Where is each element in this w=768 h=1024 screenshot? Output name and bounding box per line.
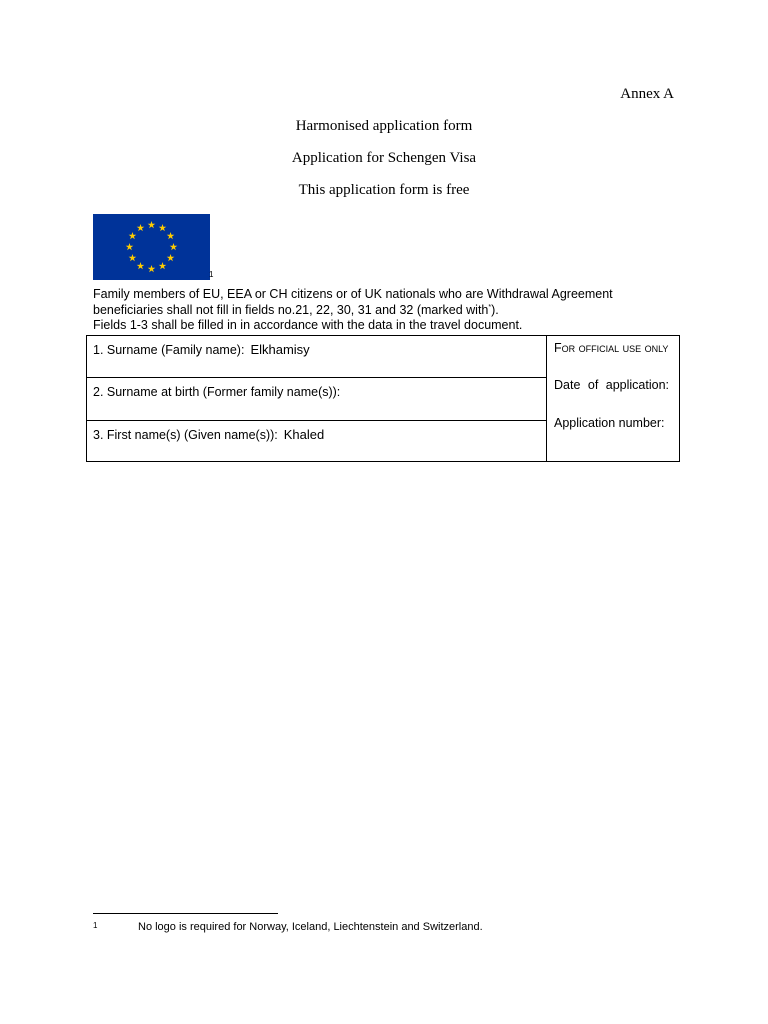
form-title: Harmonised application form <box>295 118 473 134</box>
application-form-table <box>86 335 680 462</box>
form-subtitle: Application for Schengen Visa <box>291 150 477 166</box>
intro-line-1: Family members of EU, EEA or CH citizens or of UK nationals who are Withdrawal Agreement <box>93 287 613 301</box>
date-of-application-label: Date of application: <box>554 378 670 392</box>
surname-field[interactable] <box>87 336 547 378</box>
surname-value[interactable]: Elkhamisy <box>250 342 310 357</box>
asterisk-mark: * <box>488 303 492 311</box>
intro-line-2 <box>93 303 693 319</box>
form-free-notice: This application form is free <box>298 182 470 198</box>
official-use-heading: For official use only <box>554 341 669 355</box>
footnote-text: No logo is required for Norway, Iceland, Liechtenstein and Switzerland. <box>138 921 483 933</box>
intro-text <box>93 287 693 334</box>
flag-footnote-reference: 1 <box>209 270 214 279</box>
surname-at-birth-field[interactable] <box>87 378 547 421</box>
first-name-field[interactable] <box>87 421 547 461</box>
first-name-label: 3. First name(s) (Given name(s)): <box>93 428 278 442</box>
first-name-value[interactable]: Khaled <box>283 427 325 442</box>
eu-flag-icon <box>93 214 210 280</box>
official-use-panel <box>547 336 680 461</box>
intro-line-3: Fields 1-3 shall be filled in in accordance with the data in the travel document. <box>93 318 523 332</box>
surname-label: 1. Surname (Family name): <box>93 343 245 357</box>
footnote-divider <box>93 913 278 914</box>
surname-at-birth-label: 2. Surname at birth (Former family name(s)): <box>93 385 341 399</box>
annex-label: Annex A <box>620 86 674 102</box>
footnote-marker: 1 <box>93 921 98 930</box>
intro-line-2-end: ). <box>491 302 499 317</box>
application-number-label: Application number: <box>554 416 665 430</box>
intro-line-2-text: beneficiaries shall not fill in fields no.21, 22, 30, 31 and 32 (marked with <box>93 302 489 317</box>
